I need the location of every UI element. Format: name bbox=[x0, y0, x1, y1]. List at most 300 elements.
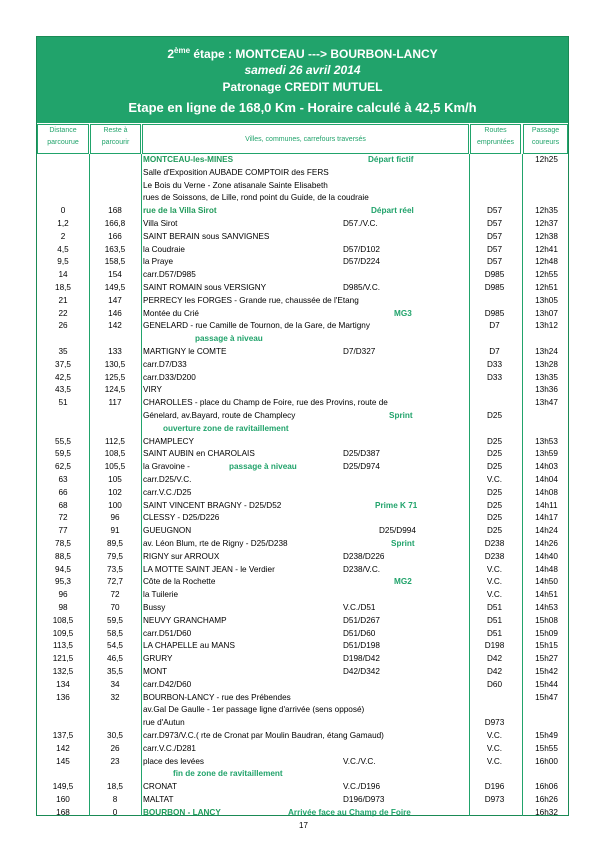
place-cell: carr.D25/V.C. bbox=[143, 475, 192, 484]
remaining-cell: 32 bbox=[110, 692, 120, 702]
passage-time-cell: 13h05 bbox=[535, 295, 558, 305]
route-cell: D51 bbox=[486, 603, 503, 612]
place-cell: la Praye bbox=[143, 257, 174, 267]
distance-cell: 78,5 bbox=[55, 539, 71, 548]
remaining-cell: 79,5 bbox=[107, 551, 123, 561]
remaining-cell: 58,5 bbox=[107, 628, 123, 638]
route-cell: D42 bbox=[486, 654, 503, 664]
place-cell: carr.D33/D200 bbox=[143, 372, 196, 382]
route-cell: D25 bbox=[486, 462, 503, 472]
place-cell: carr.D42/D60 bbox=[143, 679, 192, 689]
passage-time-cell: 14h40 bbox=[535, 551, 558, 561]
remaining-cell: 54,5 bbox=[107, 641, 123, 651]
passage-time-cell: 14h53 bbox=[535, 603, 558, 612]
table-row bbox=[37, 346, 568, 359]
passage-time-cell: 13h07 bbox=[535, 308, 558, 318]
table-row bbox=[37, 781, 568, 794]
table-row bbox=[37, 410, 568, 423]
table-row bbox=[37, 359, 568, 372]
column-header-passage bbox=[523, 124, 568, 154]
note-cell: Sprint bbox=[389, 411, 413, 420]
place-cell: CRONAT bbox=[143, 782, 177, 792]
place-cell: Côte de la Rochette bbox=[143, 577, 216, 587]
junction-cell: V.C./V.C. bbox=[343, 756, 376, 766]
passage-time-cell: 15h09 bbox=[535, 628, 558, 638]
distance-cell: 9,5 bbox=[57, 257, 69, 267]
remaining-cell: 147 bbox=[108, 295, 122, 305]
remaining-cell: 26 bbox=[110, 743, 120, 753]
place-cell: PERRECY les FORGES - Grande rue, chaussée de l'Etang bbox=[143, 295, 359, 305]
remaining-cell: 158,5 bbox=[104, 257, 126, 267]
place-cell: rues de Soissons, de Lille, rond point du Guide, de la coudraie bbox=[143, 193, 369, 203]
note-cell: Sprint bbox=[391, 539, 415, 548]
passage-time-cell: 13h47 bbox=[535, 398, 558, 408]
route-cell: D196 bbox=[484, 782, 505, 792]
table-row bbox=[37, 372, 568, 385]
distance-cell: 77 bbox=[58, 526, 68, 536]
remaining-cell: 149,5 bbox=[104, 283, 126, 292]
column-header-routes bbox=[470, 124, 521, 154]
table-row bbox=[37, 205, 568, 218]
passage-time-cell: 16h06 bbox=[535, 782, 558, 792]
distance-cell: 142 bbox=[56, 743, 70, 753]
route-cell: D238 bbox=[484, 539, 505, 548]
junction-cell: D238/D226 bbox=[343, 551, 385, 561]
distance-cell: 1,2 bbox=[57, 219, 69, 228]
stage-header bbox=[37, 37, 568, 123]
place-cell: carr.D57/D985 bbox=[143, 270, 196, 280]
table-row bbox=[37, 320, 568, 333]
passage-time-cell: 15h44 bbox=[535, 679, 558, 689]
route-cell: D25 bbox=[486, 500, 503, 510]
note-cell: Prime K 71 bbox=[375, 500, 418, 510]
passage-time-cell: 12h48 bbox=[535, 257, 558, 267]
place-cell: LA CHAPELLE au MANS bbox=[143, 641, 235, 651]
table-row bbox=[37, 500, 568, 513]
remaining-cell: 0 bbox=[112, 807, 118, 817]
distance-cell: 160 bbox=[56, 795, 70, 804]
remaining-cell: 102 bbox=[108, 487, 122, 497]
passage-time-cell: 14h17 bbox=[535, 513, 558, 523]
table-row bbox=[37, 768, 568, 781]
table-row bbox=[37, 218, 568, 231]
page-number: 17 bbox=[299, 821, 308, 830]
passage-time-cell: 16h00 bbox=[535, 756, 558, 766]
route-cell: D57 bbox=[486, 231, 503, 241]
junction-cell: D57/D224 bbox=[343, 257, 380, 267]
stage-sponsor: Patronage CREDIT MUTUEL bbox=[222, 80, 383, 94]
remaining-cell: 23 bbox=[110, 756, 120, 766]
route-cell: D973 bbox=[484, 718, 505, 728]
remaining-cell: 96 bbox=[110, 513, 120, 523]
remaining-cell: 35,5 bbox=[107, 667, 123, 676]
remaining-cell: 70 bbox=[110, 603, 120, 612]
place-cell: SAINT AUBIN en CHAROLAIS bbox=[143, 449, 255, 459]
table-row bbox=[37, 576, 568, 589]
route-cell: V.C. bbox=[486, 743, 503, 753]
stage-frame bbox=[36, 36, 569, 816]
table-row bbox=[37, 180, 568, 193]
remaining-cell: 166 bbox=[108, 231, 122, 241]
table-row bbox=[37, 615, 568, 628]
place-cell: BOURBON-LANCY - rue des Prébendes bbox=[143, 692, 291, 702]
remaining-cell: 46,5 bbox=[107, 654, 123, 664]
distance-cell: 98 bbox=[58, 603, 68, 612]
distance-cell: 136 bbox=[56, 692, 70, 702]
table-row bbox=[37, 564, 568, 577]
table-row bbox=[37, 512, 568, 525]
place-cell: carr.V.C./D281 bbox=[143, 743, 196, 753]
passage-time-cell: 12h38 bbox=[535, 231, 558, 241]
remaining-cell: 59,5 bbox=[107, 615, 123, 625]
junction-cell: D57./V.C. bbox=[343, 219, 378, 228]
route-cell: D33 bbox=[486, 372, 503, 382]
route-cell: D985 bbox=[484, 283, 505, 292]
remaining-cell: 72 bbox=[110, 590, 120, 600]
remaining-cell: 105 bbox=[108, 475, 122, 484]
passage-time-cell: 16h32 bbox=[535, 807, 558, 817]
table-row bbox=[37, 538, 568, 551]
remaining-cell: 124,5 bbox=[104, 385, 126, 395]
junction-cell: D51/D60 bbox=[343, 628, 376, 638]
table-row bbox=[37, 282, 568, 295]
stage-route: étape : MONTCEAU ---> BOURBON-LANCY bbox=[190, 47, 438, 61]
table-row bbox=[37, 423, 568, 436]
route-cell: D25 bbox=[486, 487, 503, 497]
passage-time-cell: 15h47 bbox=[535, 692, 558, 702]
remaining-cell: 34 bbox=[110, 679, 120, 689]
route-cell: V.C. bbox=[486, 590, 503, 600]
distance-cell: 14 bbox=[58, 270, 68, 280]
route-cell: V.C. bbox=[486, 577, 503, 587]
passage-time-cell: 12h55 bbox=[535, 270, 558, 280]
stage-summary: Etape en ligne de 168,0 Km - Horaire calculé à 42,5 Km/h bbox=[128, 100, 477, 115]
route-cell: V.C. bbox=[486, 756, 503, 766]
column-header-routes-line1: Routes bbox=[484, 127, 507, 134]
passage-time-cell: 13h24 bbox=[535, 347, 558, 356]
place-cell: Génelard, av.Bayard, route de Champlecy bbox=[143, 411, 296, 420]
place-cell: CHAMPLECY bbox=[143, 436, 194, 446]
column-header-places-label: Villes, communes, carrefours traversés bbox=[245, 136, 366, 143]
table-row bbox=[37, 756, 568, 769]
passage-time-cell: 14h08 bbox=[535, 487, 558, 497]
distance-cell: 22 bbox=[58, 308, 68, 318]
place-cell: MONT bbox=[143, 667, 168, 676]
table-row bbox=[37, 807, 568, 820]
table-row bbox=[37, 333, 568, 346]
place-cell: av. Léon Blum, rte de Rigny - D25/D238 bbox=[143, 539, 288, 548]
passage-time-cell: 15h08 bbox=[535, 615, 558, 625]
passage-time-cell: 15h15 bbox=[535, 641, 558, 651]
note-cell: passage à niveau bbox=[229, 462, 297, 472]
place-cell: carr.D973/V.C.( rte de Cronat par Moulin Baudran, étang Gamaud) bbox=[143, 731, 384, 740]
passage-time-cell: 14h04 bbox=[535, 475, 558, 484]
note-cell: Arrivée face au Champ de Foire bbox=[288, 807, 411, 817]
place-cell: Salle d'Exposition AUBADE COMPTOIR des FERS bbox=[143, 167, 329, 177]
place-cell: RIGNY sur ARROUX bbox=[143, 551, 220, 561]
distance-cell: 68 bbox=[58, 500, 68, 510]
distance-cell: 2 bbox=[60, 231, 66, 241]
place-cell: av.Gal De Gaulle - 1er passage ligne d'arrivée (sens opposé) bbox=[143, 705, 365, 715]
note-cell: MG2 bbox=[394, 577, 412, 587]
table-row bbox=[37, 231, 568, 244]
place-cell: BOURBON - LANCY bbox=[143, 807, 221, 817]
place-cell: CLESSY - D25/D226 bbox=[143, 513, 220, 523]
passage-time-cell: 12h51 bbox=[535, 283, 558, 292]
remaining-cell: 73,5 bbox=[107, 564, 123, 574]
distance-cell: 42,5 bbox=[55, 372, 71, 382]
place-cell: NEUVY GRANCHAMP bbox=[143, 615, 227, 625]
distance-cell: 137,5 bbox=[52, 731, 74, 740]
route-cell: D51 bbox=[486, 615, 503, 625]
column-header-remaining-line1: Reste à bbox=[103, 127, 128, 134]
distance-cell: 51 bbox=[58, 398, 68, 408]
passage-time-cell: 14h48 bbox=[535, 564, 558, 574]
distance-cell: 96 bbox=[58, 590, 68, 600]
distance-cell: 88,5 bbox=[55, 551, 71, 561]
junction-cell: D51/D198 bbox=[343, 641, 380, 651]
table-row bbox=[37, 397, 568, 410]
table-row bbox=[37, 717, 568, 730]
place-cell: MONTCEAU-les-MINES bbox=[143, 155, 234, 164]
distance-cell: 43,5 bbox=[55, 385, 71, 395]
table-row bbox=[37, 743, 568, 756]
table-row bbox=[37, 679, 568, 692]
route-cell: D238 bbox=[484, 551, 505, 561]
place-cell: Villa Sirot bbox=[143, 219, 178, 228]
route-cell: D60 bbox=[486, 679, 503, 689]
junction-cell: D25/D387 bbox=[343, 449, 380, 459]
distance-cell: 37,5 bbox=[55, 359, 71, 369]
remaining-cell: 154 bbox=[108, 270, 122, 280]
note-cell: ouverture zone de ravitaillement bbox=[163, 423, 289, 433]
junction-cell: D51/D267 bbox=[343, 615, 380, 625]
junction-cell: D196/D973 bbox=[343, 795, 385, 804]
passage-time-cell: 13h36 bbox=[535, 385, 558, 395]
table-row bbox=[37, 436, 568, 449]
table-row bbox=[37, 295, 568, 308]
table-row bbox=[37, 525, 568, 538]
distance-cell: 109,5 bbox=[52, 628, 74, 638]
distance-cell: 18,5 bbox=[55, 283, 71, 292]
remaining-cell: 117 bbox=[108, 398, 122, 408]
junction-cell: D42/D342 bbox=[343, 667, 380, 676]
passage-time-cell: 15h42 bbox=[535, 667, 558, 676]
distance-cell: 59,5 bbox=[55, 449, 71, 459]
route-cell: D25 bbox=[486, 526, 503, 536]
column-header-passage-line2: coureurs bbox=[531, 139, 560, 146]
route-cell: D51 bbox=[486, 628, 503, 638]
column-header-distance bbox=[37, 124, 89, 154]
table-row bbox=[37, 192, 568, 205]
route-cell: D57 bbox=[486, 257, 503, 267]
table-row bbox=[37, 167, 568, 180]
table-row bbox=[37, 461, 568, 474]
distance-cell: 145 bbox=[56, 756, 70, 766]
place-cell: SAINT BERAIN sous SANVIGNES bbox=[143, 231, 270, 241]
remaining-cell: 146 bbox=[108, 308, 122, 318]
junction-cell: V.C./D196 bbox=[343, 782, 381, 792]
table-row bbox=[37, 269, 568, 282]
passage-time-cell: 12h37 bbox=[535, 219, 558, 228]
distance-cell: 168 bbox=[56, 807, 70, 817]
place-cell: place des levées bbox=[143, 756, 204, 766]
passage-time-cell: 14h24 bbox=[535, 526, 558, 536]
distance-cell: 121,5 bbox=[52, 654, 74, 664]
note-cell: passage à niveau bbox=[195, 334, 263, 344]
place-cell: Le Bois du Verne - Zone atisanale Sainte Elisabeth bbox=[143, 180, 328, 190]
note-cell: fin de zone de ravitaillement bbox=[173, 769, 283, 779]
distance-cell: 72 bbox=[58, 513, 68, 523]
route-cell: D973 bbox=[484, 795, 505, 804]
table-row bbox=[37, 730, 568, 743]
distance-cell: 26 bbox=[58, 321, 68, 331]
table-row bbox=[37, 692, 568, 705]
note-cell: Départ fictif bbox=[368, 155, 414, 164]
junction-cell: D985/V.C. bbox=[343, 283, 381, 292]
table-row bbox=[37, 448, 568, 461]
table-row bbox=[37, 384, 568, 397]
remaining-cell: 163,5 bbox=[104, 244, 126, 254]
route-cell: D42 bbox=[486, 667, 503, 676]
table-row bbox=[37, 653, 568, 666]
route-cell: D7 bbox=[489, 347, 500, 356]
distance-cell: 55,5 bbox=[55, 436, 71, 446]
passage-time-cell: 12h35 bbox=[535, 206, 558, 216]
remaining-cell: 125,5 bbox=[104, 372, 126, 382]
route-cell: D57 bbox=[486, 244, 503, 254]
junction-cell: D25/D974 bbox=[343, 462, 380, 472]
column-header-places bbox=[142, 124, 469, 154]
distance-cell: 149,5 bbox=[52, 782, 74, 792]
remaining-cell: 133 bbox=[108, 347, 122, 356]
distance-cell: 0 bbox=[60, 206, 66, 216]
junction-cell: D238/V.C. bbox=[343, 564, 381, 574]
column-header-distance-line2: parcourue bbox=[47, 139, 79, 146]
distance-cell: 21 bbox=[58, 295, 68, 305]
passage-time-cell: 13h28 bbox=[535, 359, 558, 369]
passage-time-cell: 13h12 bbox=[535, 321, 558, 331]
passage-time-cell: 15h55 bbox=[535, 743, 558, 753]
remaining-cell: 105,5 bbox=[104, 462, 126, 472]
place-cell: MALTAT bbox=[143, 795, 174, 804]
stage-date: samedi 26 avril 2014 bbox=[244, 63, 361, 77]
passage-time-cell: 12h25 bbox=[535, 155, 558, 164]
table-row bbox=[37, 551, 568, 564]
column-header-passage-line1: Passage bbox=[531, 127, 560, 134]
place-cell: GRURY bbox=[143, 654, 173, 664]
route-cell: D985 bbox=[484, 270, 505, 280]
route-cell: D33 bbox=[486, 359, 503, 369]
passage-time-cell: 13h35 bbox=[535, 372, 558, 382]
place-cell: MARTIGNY le COMTE bbox=[143, 347, 227, 356]
place-cell: LA MOTTE SAINT JEAN - le Verdier bbox=[143, 564, 275, 574]
place-cell: carr.V.C./D25 bbox=[143, 487, 192, 497]
remaining-cell: 108,5 bbox=[104, 449, 126, 459]
junction-cell: V.C./D51 bbox=[343, 603, 376, 612]
table-row bbox=[37, 474, 568, 487]
junction-cell: D25/D994 bbox=[379, 526, 416, 536]
note-cell: Départ réel bbox=[371, 206, 414, 216]
remaining-cell: 112,5 bbox=[105, 436, 125, 446]
remaining-cell: 168 bbox=[108, 206, 122, 216]
route-cell: D57 bbox=[486, 206, 503, 216]
place-cell: carr.D7/D33 bbox=[143, 359, 187, 369]
route-cell: D25 bbox=[486, 411, 503, 420]
remaining-cell: 72,7 bbox=[107, 577, 123, 587]
distance-cell: 94,5 bbox=[55, 564, 71, 574]
junction-cell: D198/D42 bbox=[343, 654, 380, 664]
table-row bbox=[37, 154, 568, 167]
table-row bbox=[37, 602, 568, 615]
distance-cell: 134 bbox=[56, 679, 70, 689]
place-cell: Bussy bbox=[143, 603, 166, 612]
remaining-cell: 91 bbox=[110, 526, 120, 536]
route-cell: D25 bbox=[486, 449, 503, 459]
place-cell: VIRY bbox=[143, 385, 162, 395]
remaining-cell: 89,5 bbox=[107, 539, 123, 548]
place-cell: GENELARD - rue Camille de Tournon, de la Gare, de Martigny bbox=[143, 321, 370, 331]
junction-cell: D7/D327 bbox=[343, 347, 376, 356]
column-header-remaining bbox=[90, 124, 141, 154]
route-cell: D57 bbox=[486, 219, 503, 228]
distance-cell: 95,3 bbox=[55, 577, 71, 587]
table-row bbox=[37, 628, 568, 641]
passage-time-cell: 16h26 bbox=[535, 795, 558, 804]
passage-time-cell: 12h41 bbox=[535, 244, 558, 254]
passage-time-cell: 14h26 bbox=[535, 539, 558, 548]
distance-cell: 113,5 bbox=[53, 641, 73, 651]
route-cell: V.C. bbox=[486, 475, 503, 484]
place-cell: rue de la Villa Sirot bbox=[143, 206, 217, 216]
passage-time-cell: 14h50 bbox=[535, 577, 558, 587]
distance-cell: 4,5 bbox=[57, 244, 69, 254]
distance-cell: 62,5 bbox=[55, 462, 71, 472]
place-cell: la Coudraie bbox=[143, 244, 185, 254]
place-cell: rue d'Autun bbox=[143, 718, 185, 728]
remaining-cell: 18,5 bbox=[107, 782, 123, 792]
distance-cell: 132,5 bbox=[52, 667, 74, 676]
distance-cell: 35 bbox=[58, 347, 68, 356]
remaining-cell: 130,5 bbox=[104, 359, 126, 369]
route-cell: V.C. bbox=[486, 731, 503, 740]
route-cell: D985 bbox=[484, 308, 505, 318]
passage-time-cell: 14h51 bbox=[535, 590, 558, 600]
place-cell: la Gravoine - bbox=[143, 462, 190, 472]
table-row bbox=[37, 589, 568, 602]
place-cell: SAINT ROMAIN sous VERSIGNY bbox=[143, 283, 267, 292]
route-cell: D198 bbox=[484, 641, 505, 651]
passage-time-cell: 13h59 bbox=[535, 449, 558, 459]
table-row bbox=[37, 794, 568, 807]
place-cell: la Tuilerie bbox=[143, 590, 179, 600]
remaining-cell: 30,5 bbox=[107, 731, 123, 740]
junction-cell: D57/D102 bbox=[343, 244, 380, 254]
route-cell: D7 bbox=[489, 321, 500, 331]
remaining-cell: 166,8 bbox=[104, 219, 126, 228]
table-row bbox=[37, 640, 568, 653]
passage-time-cell: 14h11 bbox=[535, 500, 558, 510]
passage-time-cell: 14h03 bbox=[535, 462, 558, 472]
route-cell: D25 bbox=[486, 513, 503, 523]
stage-number: 2 bbox=[167, 47, 174, 61]
route-cell: V.C. bbox=[486, 564, 503, 574]
table-row bbox=[37, 704, 568, 717]
stage-number-suffix: ème bbox=[174, 46, 191, 55]
remaining-cell: 100 bbox=[108, 500, 122, 510]
remaining-cell: 8 bbox=[112, 795, 118, 804]
remaining-cell: 142 bbox=[108, 321, 122, 331]
